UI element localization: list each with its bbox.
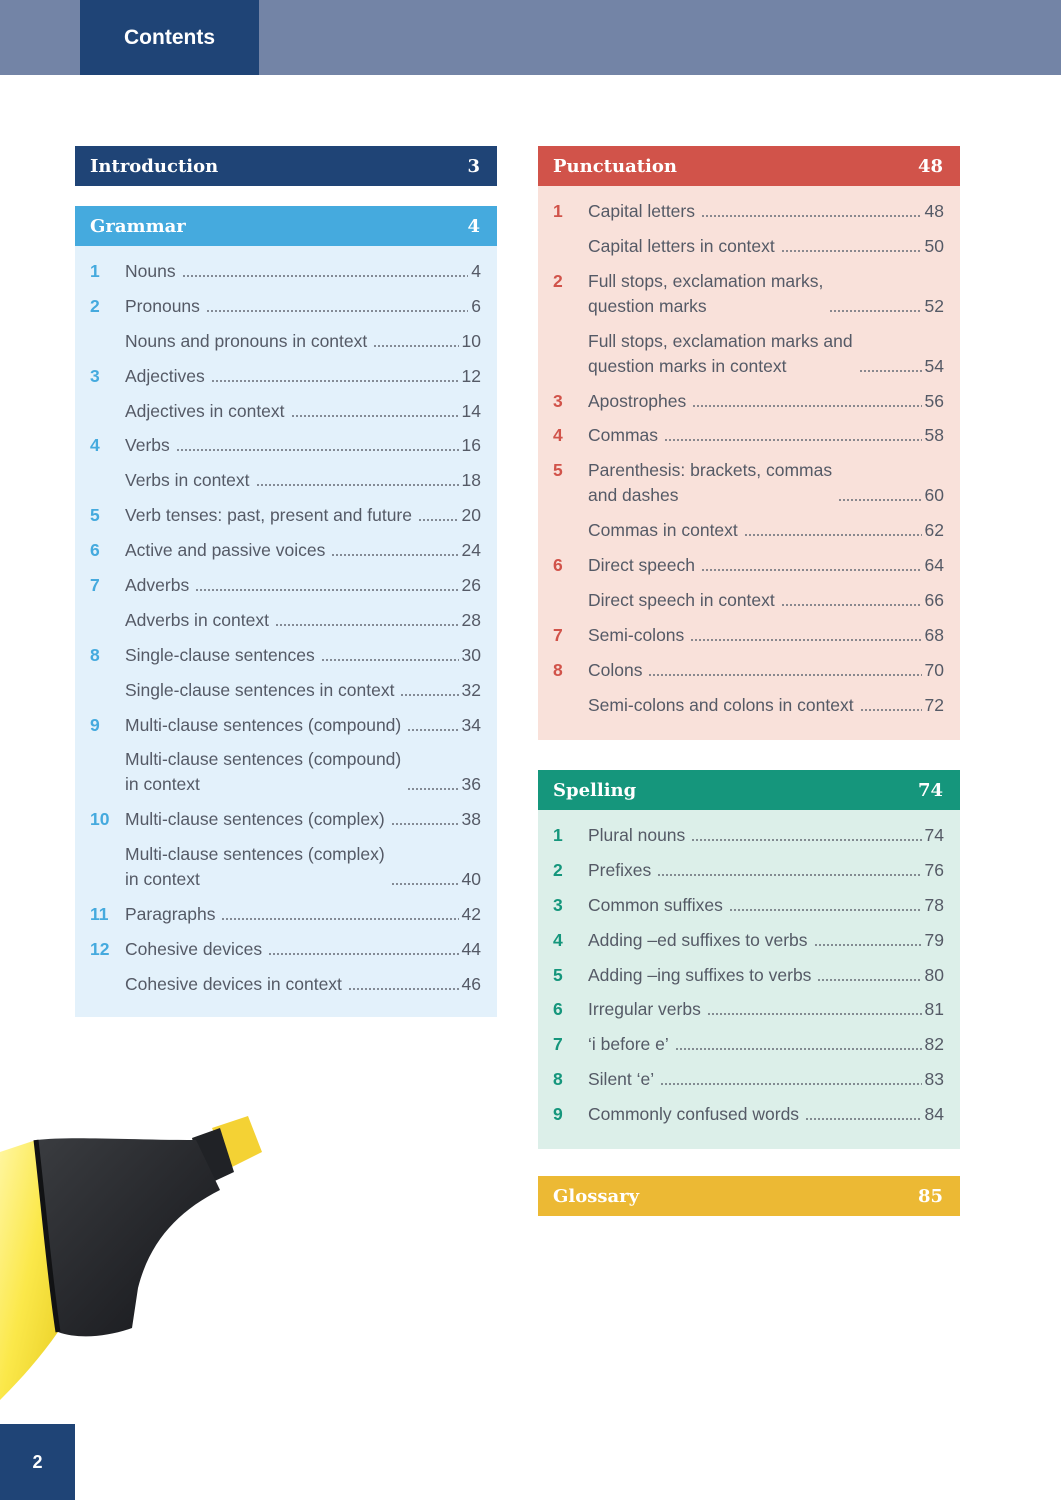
grammar-entry[interactable] xyxy=(90,329,481,354)
grammar-entry[interactable] xyxy=(90,972,481,997)
entry-page: 58 xyxy=(924,425,944,446)
entry-number: 6 xyxy=(553,555,563,576)
entry-page: 72 xyxy=(924,694,944,715)
dot-leader xyxy=(391,882,459,886)
entry-title-row xyxy=(125,972,481,997)
entry-number: 3 xyxy=(553,390,563,411)
entry-number: 5 xyxy=(553,460,563,481)
dot-leader xyxy=(781,249,922,253)
punctuation-entry[interactable] xyxy=(553,269,944,319)
punctuation-entry[interactable] xyxy=(553,658,944,683)
entry-page: 44 xyxy=(461,939,481,960)
dot-leader xyxy=(660,1082,921,1086)
entry-title-row xyxy=(588,997,944,1022)
grammar-entry[interactable] xyxy=(90,747,481,797)
dot-leader xyxy=(648,673,921,677)
entry-number: 2 xyxy=(553,270,563,291)
entry-title: Multi-clause sentences (compound) in context xyxy=(125,749,402,795)
entry-title: Paragraphs xyxy=(125,904,216,925)
entry-title: Direct speech in context xyxy=(588,590,775,611)
punctuation-entry[interactable] xyxy=(553,553,944,578)
dot-leader xyxy=(291,414,459,418)
entry-page: 20 xyxy=(461,505,481,526)
entry-title: Commas xyxy=(588,425,659,446)
dot-leader xyxy=(701,214,922,218)
entry-page: 36 xyxy=(461,774,481,795)
entry-page: 34 xyxy=(461,714,481,735)
entry-page: 54 xyxy=(924,355,944,376)
entry-page: 6 xyxy=(471,295,481,316)
entry-page: 12 xyxy=(461,365,481,386)
contents-tab[interactable]: Contents xyxy=(80,0,259,75)
entry-page: 74 xyxy=(924,825,944,845)
entry-page: 80 xyxy=(924,964,944,985)
entry-title: Adding –ed suffixes to verbs xyxy=(588,929,808,950)
entry-title-row xyxy=(125,329,481,354)
punctuation-entry[interactable] xyxy=(553,518,944,543)
spelling-entry[interactable] xyxy=(553,823,944,848)
dot-leader xyxy=(221,917,458,921)
entry-title-row xyxy=(588,588,944,613)
dot-leader xyxy=(391,822,459,826)
entry-title-row xyxy=(588,199,944,224)
entry-title: Verb tenses: past, present and future xyxy=(125,505,412,526)
dot-leader xyxy=(182,274,469,278)
spelling-entry[interactable] xyxy=(553,997,944,1022)
entry-title: Full stops, exclamation marks, question marks xyxy=(588,270,824,316)
dot-leader xyxy=(373,344,458,348)
grammar-header[interactable] xyxy=(75,206,497,246)
entry-title-row xyxy=(588,928,944,953)
entry-page: 30 xyxy=(461,644,481,665)
glossary-section[interactable] xyxy=(538,1176,960,1216)
entry-title-row xyxy=(125,573,481,598)
grammar-entry[interactable] xyxy=(90,643,481,668)
entry-title-row xyxy=(125,294,481,319)
punctuation-section xyxy=(538,146,960,740)
entry-title: Full stops, exclamation marks and question marks in context xyxy=(588,330,853,376)
dot-leader xyxy=(729,908,922,912)
grammar-entry[interactable] xyxy=(90,678,481,703)
entry-title-row xyxy=(125,399,481,424)
spelling-header[interactable] xyxy=(538,770,960,810)
dot-leader xyxy=(418,518,459,522)
grammar-entry[interactable] xyxy=(90,902,481,927)
grammar-entry[interactable] xyxy=(90,468,481,493)
dot-leader xyxy=(781,603,922,607)
grammar-entry[interactable] xyxy=(90,713,481,738)
punctuation-header[interactable] xyxy=(538,146,960,186)
entry-number: 5 xyxy=(553,964,563,985)
entry-page: 32 xyxy=(461,679,481,700)
entry-title: Adverbs in context xyxy=(125,609,269,630)
dot-leader xyxy=(348,987,459,991)
dot-leader xyxy=(817,978,921,982)
dot-leader xyxy=(206,309,468,313)
dot-leader xyxy=(176,448,459,452)
entry-title: Single-clause sentences xyxy=(125,644,315,665)
entry-title-row xyxy=(125,643,481,668)
entry-page: 78 xyxy=(924,894,944,915)
dot-leader xyxy=(860,708,922,712)
entry-title-row xyxy=(125,538,481,563)
punctuation-title: Punctuation xyxy=(553,155,677,177)
introduction-page: 3 xyxy=(467,155,480,177)
entry-page: 56 xyxy=(924,390,944,411)
entry-title: Colons xyxy=(588,659,643,680)
grammar-entry[interactable] xyxy=(90,937,481,962)
entry-title: Direct speech xyxy=(588,555,695,576)
entry-title-row xyxy=(588,658,944,683)
spelling-entry[interactable] xyxy=(553,1067,944,1092)
entry-title: Active and passive voices xyxy=(125,540,326,561)
entry-title-row xyxy=(125,259,481,284)
dot-leader xyxy=(701,568,922,572)
grammar-entry[interactable] xyxy=(90,364,481,389)
punctuation-entry-list xyxy=(538,186,960,740)
entry-page: 66 xyxy=(924,590,944,611)
entry-page: 14 xyxy=(461,400,481,421)
entry-title-row xyxy=(125,503,481,528)
entry-page: 42 xyxy=(461,904,481,925)
entry-page: 50 xyxy=(924,235,944,256)
entry-title: Multi-clause sentences (complex) in context xyxy=(125,844,385,890)
dot-leader xyxy=(407,728,458,732)
entry-number: 8 xyxy=(553,659,563,680)
introduction-header[interactable] xyxy=(75,146,497,186)
entry-number: 4 xyxy=(553,425,563,446)
dot-leader xyxy=(321,658,459,662)
punctuation-entry[interactable] xyxy=(553,199,944,224)
entry-title-row xyxy=(125,433,481,458)
entry-page: 76 xyxy=(924,859,944,880)
glossary-title: Glossary xyxy=(553,1185,640,1207)
entry-page: 4 xyxy=(471,261,481,281)
spelling-entry[interactable] xyxy=(553,1102,944,1127)
entry-title-row xyxy=(588,623,944,648)
entry-title: Adverbs xyxy=(125,575,190,596)
spelling-entry[interactable] xyxy=(553,963,944,988)
entry-title: Semi-colons xyxy=(588,624,685,645)
grammar-title: Grammar xyxy=(90,215,186,237)
dot-leader xyxy=(805,1117,921,1121)
entry-title: Adjectives xyxy=(125,365,205,386)
dot-leader xyxy=(400,693,458,697)
grammar-entry[interactable] xyxy=(90,294,481,319)
entry-page: 40 xyxy=(461,869,481,890)
entry-title-row xyxy=(588,1102,944,1127)
glossary-header[interactable] xyxy=(538,1176,960,1216)
entry-title-row xyxy=(588,1067,944,1092)
dot-leader xyxy=(657,873,921,877)
punctuation-entry[interactable] xyxy=(553,234,944,259)
entry-title-row xyxy=(125,807,481,832)
entry-number: 4 xyxy=(90,435,100,456)
entry-title-row xyxy=(588,1032,944,1057)
entry-page: 28 xyxy=(461,609,481,630)
entry-title: Cohesive devices in context xyxy=(125,973,342,994)
entry-title-row xyxy=(125,713,481,738)
entry-title-row xyxy=(125,747,481,797)
entry-number: 11 xyxy=(90,904,109,925)
entry-title-row xyxy=(125,937,481,962)
entry-page: 79 xyxy=(924,929,944,950)
entry-number: 8 xyxy=(90,644,100,665)
entry-title: Verbs in context xyxy=(125,470,250,491)
entry-page: 26 xyxy=(461,575,481,596)
punctuation-entry[interactable] xyxy=(553,458,944,508)
entry-title: Parenthesis: brackets, commas and dashes xyxy=(588,460,833,506)
entry-title-row xyxy=(588,423,944,448)
grammar-section xyxy=(75,206,497,1017)
entry-page: 64 xyxy=(924,555,944,576)
entry-number: 6 xyxy=(90,540,100,561)
entry-title-row xyxy=(125,902,481,927)
entry-number: 7 xyxy=(553,1034,563,1055)
grammar-entry[interactable] xyxy=(90,433,481,458)
dot-leader xyxy=(211,379,459,383)
spelling-title: Spelling xyxy=(553,779,637,801)
entry-number: 5 xyxy=(90,505,100,526)
grammar-entry[interactable] xyxy=(90,538,481,563)
dot-leader xyxy=(195,588,458,592)
entry-title: Nouns and pronouns in context xyxy=(125,330,368,351)
entry-number: 3 xyxy=(90,365,100,386)
spelling-page: 74 xyxy=(917,779,943,801)
entry-page: 38 xyxy=(461,809,481,830)
entry-title: Common suffixes xyxy=(588,894,723,915)
entry-title: Irregular verbs xyxy=(588,999,701,1020)
entry-title: Capital letters xyxy=(588,201,695,221)
entry-title: Prefixes xyxy=(588,859,652,880)
entry-page: 60 xyxy=(924,485,944,506)
entry-title-row xyxy=(588,458,944,508)
entry-number: 8 xyxy=(553,1069,563,1090)
entry-page: 81 xyxy=(924,999,944,1020)
entry-page: 52 xyxy=(924,295,944,316)
grammar-entry[interactable] xyxy=(90,503,481,528)
entry-number: 9 xyxy=(90,714,100,735)
punctuation-entry[interactable] xyxy=(553,423,944,448)
glossary-page: 85 xyxy=(917,1185,943,1207)
entry-title-row xyxy=(125,608,481,633)
dot-leader xyxy=(814,943,922,947)
spelling-entry[interactable] xyxy=(553,858,944,883)
dot-leader xyxy=(838,498,921,502)
spelling-section xyxy=(538,770,960,1149)
highlighter-pen-icon xyxy=(0,1100,300,1420)
entry-number: 7 xyxy=(553,624,563,645)
entry-page: 68 xyxy=(924,624,944,645)
entry-number: 2 xyxy=(553,859,563,880)
entry-title: Commonly confused words xyxy=(588,1104,800,1125)
entry-title: Nouns xyxy=(125,261,176,281)
entry-number: 3 xyxy=(553,894,563,915)
entry-title: Adding –ing suffixes to verbs xyxy=(588,964,812,985)
entry-title-row xyxy=(588,329,944,379)
dot-leader xyxy=(268,952,458,956)
entry-title-row xyxy=(125,842,481,892)
entry-title: Multi-clause sentences (complex) xyxy=(125,809,385,830)
entry-page: 10 xyxy=(461,330,481,351)
grammar-entry-list xyxy=(75,246,497,1017)
grammar-entry[interactable] xyxy=(90,399,481,424)
entry-title-row xyxy=(588,893,944,918)
spelling-entry[interactable] xyxy=(553,928,944,953)
entry-title-row xyxy=(588,963,944,988)
grammar-entry[interactable] xyxy=(90,842,481,892)
entry-title-row xyxy=(588,823,944,848)
entry-number: 12 xyxy=(90,939,110,960)
entry-number: 1 xyxy=(553,825,563,845)
entry-title: Capital letters in context xyxy=(588,235,775,256)
dot-leader xyxy=(707,1012,922,1016)
entry-title: Semi-colons and colons in context xyxy=(588,694,854,715)
entry-page: 18 xyxy=(461,470,481,491)
dot-leader xyxy=(692,404,921,408)
entry-page: 48 xyxy=(924,201,944,221)
entry-title: Apostrophes xyxy=(588,390,687,411)
punctuation-entry[interactable] xyxy=(553,329,944,379)
punctuation-entry[interactable] xyxy=(553,623,944,648)
entry-number: 10 xyxy=(90,809,110,830)
entry-page: 70 xyxy=(924,659,944,680)
spelling-entry[interactable] xyxy=(553,1032,944,1057)
entry-title: Single-clause sentences in context xyxy=(125,679,395,700)
entry-title-row xyxy=(125,468,481,493)
dot-leader xyxy=(407,787,458,791)
dot-leader xyxy=(829,309,921,313)
entry-page: 84 xyxy=(924,1104,944,1125)
grammar-page: 4 xyxy=(467,215,480,237)
entry-page: 62 xyxy=(924,520,944,541)
spelling-entry-list xyxy=(538,810,960,1149)
punctuation-entry[interactable] xyxy=(553,588,944,613)
spelling-entry[interactable] xyxy=(553,893,944,918)
entry-page: 24 xyxy=(461,540,481,561)
dot-leader xyxy=(691,838,921,842)
entry-title-row xyxy=(588,269,944,319)
entry-page: 46 xyxy=(461,973,481,994)
entry-number: 7 xyxy=(90,575,100,596)
entry-title: Silent ‘e’ xyxy=(588,1069,655,1090)
dot-leader xyxy=(690,638,921,642)
entry-title: Adjectives in context xyxy=(125,400,285,421)
page-number: 2 xyxy=(0,1424,75,1500)
entry-title-row xyxy=(125,364,481,389)
dot-leader xyxy=(675,1047,922,1051)
entry-title-row xyxy=(588,234,944,259)
dot-leader xyxy=(275,623,459,627)
entry-page: 83 xyxy=(924,1069,944,1090)
entry-page: 16 xyxy=(461,435,481,456)
entry-title: ‘i before e’ xyxy=(588,1034,669,1055)
dot-leader xyxy=(744,533,922,537)
entry-number: 1 xyxy=(90,261,100,281)
entry-title: Pronouns xyxy=(125,295,200,316)
dot-leader xyxy=(859,369,922,373)
punctuation-page: 48 xyxy=(917,155,943,177)
entry-title: Verbs xyxy=(125,435,170,456)
entry-title: Cohesive devices xyxy=(125,939,263,960)
entry-title-row xyxy=(588,693,944,718)
entry-number: 2 xyxy=(90,295,100,316)
grammar-entry[interactable] xyxy=(90,259,481,284)
punctuation-entry[interactable] xyxy=(553,693,944,718)
entry-title: Commas in context xyxy=(588,520,738,541)
entry-title: Multi-clause sentences (compound) xyxy=(125,714,402,735)
entry-title-row xyxy=(588,518,944,543)
entry-number: 4 xyxy=(553,929,563,950)
grammar-entry[interactable] xyxy=(90,608,481,633)
dot-leader xyxy=(331,553,458,557)
entry-title-row xyxy=(125,678,481,703)
entry-title: Plural nouns xyxy=(588,825,686,845)
punctuation-entry[interactable] xyxy=(553,389,944,414)
dot-leader xyxy=(664,438,922,442)
grammar-entry[interactable] xyxy=(90,573,481,598)
introduction-title: Introduction xyxy=(90,155,219,177)
entry-number: 9 xyxy=(553,1104,563,1125)
entry-number: 6 xyxy=(553,999,563,1020)
entry-page: 82 xyxy=(924,1034,944,1055)
grammar-entry[interactable] xyxy=(90,807,481,832)
entry-number: 1 xyxy=(553,201,563,221)
entry-title-row xyxy=(588,858,944,883)
dot-leader xyxy=(256,483,459,487)
introduction-section[interactable] xyxy=(75,146,497,186)
entry-title-row xyxy=(588,553,944,578)
entry-title-row xyxy=(588,389,944,414)
